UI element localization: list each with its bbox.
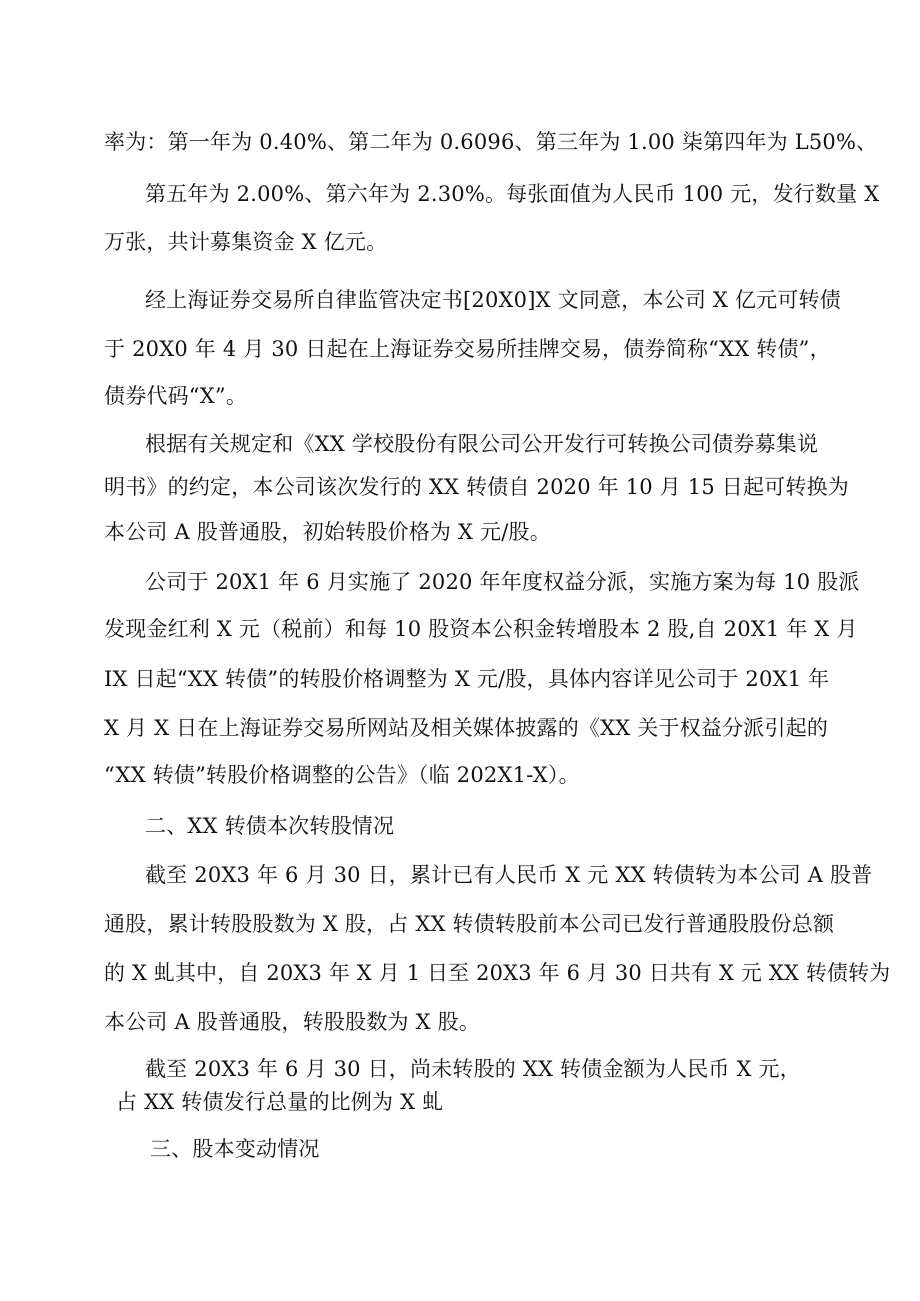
paragraph-line: 本公司 A 股普通股，转股股数为 X 股。 <box>104 1010 481 1034</box>
paragraph-line: 明书》的约定，本公司该次发行的 XX 转债自 2020 年 10 月 15 日起可转换为 <box>104 475 849 499</box>
paragraph-line: 第五年为 2.00%、第六年为 2.30%。每张面值为人民币 100 元，发行数量 X <box>145 182 880 206</box>
paragraph-line: 发现金红利 X 元（税前）和每 10 股资本公积金转增股本 2 股,自 20X1 年 X 月 <box>104 617 858 641</box>
paragraph-line: 的 X 虬其中，自 20X3 年 X 月 1 日至 20X3 年 6 月 30 日共有 X 元 XX 转债转为 <box>104 961 891 985</box>
section-heading: 三、股本变动情况 <box>150 1137 320 1161</box>
paragraph-line: 根据有关规定和《XX 学校股份有限公司公开发行可转换公司债券募集说 <box>145 432 819 456</box>
paragraph-line: 截至 20X3 年 6 月 30 日，累计已有人民币 X 元 XX 转债转为本公司 A 股普 <box>145 863 873 887</box>
section-heading: 二、XX 转债本次转股情况 <box>145 814 395 838</box>
paragraph-line: 万张，共计募集资金 X 亿元。 <box>104 230 388 254</box>
paragraph-line: 截至 20X3 年 6 月 30 日，尚未转股的 XX 转债金额为人民币 X 元， <box>145 1057 801 1081</box>
paragraph-line: 率为：第一年为 0.40%、第二年为 0.6096、第三年为 1.00 柒第四年为 L50%、 <box>104 130 878 154</box>
paragraph-line: 占 XX 转债发行总量的比例为 X 虬 <box>116 1090 444 1114</box>
paragraph-line: 于 20X0 年 4 月 30 日起在上海证券交易所挂牌交易，债券简称“XX 转债”， <box>104 337 831 361</box>
paragraph-line: “XX 转债”转股价格调整的公告》（临 202X1-X）。 <box>104 763 580 787</box>
paragraph-line: X 月 X 日在上海证券交易所网站及相关媒体披露的《XX 关于权益分派引起的 <box>104 716 829 740</box>
paragraph-line: 债券代码“X”。 <box>104 384 248 408</box>
paragraph-line: 通股，累计转股股数为 X 股，占 XX 转债转股前本公司已发行普通股股份总额 <box>104 912 835 936</box>
paragraph-line: 经上海证券交易所自律监管决定书[20X0]X 文同意，本公司 X 亿元可转债 <box>145 288 841 312</box>
paragraph-line: 本公司 A 股普通股，初始转股价格为 X 元/股。 <box>104 520 551 544</box>
paragraph-line: 公司于 20X1 年 6 月实施了 2020 年年度权益分派，实施方案为每 10 股派 <box>145 570 860 594</box>
paragraph-line: IX 日起“XX 转债”的转股价格调整为 X 元/股，具体内容详见公司于 20X1 年 <box>104 667 830 691</box>
